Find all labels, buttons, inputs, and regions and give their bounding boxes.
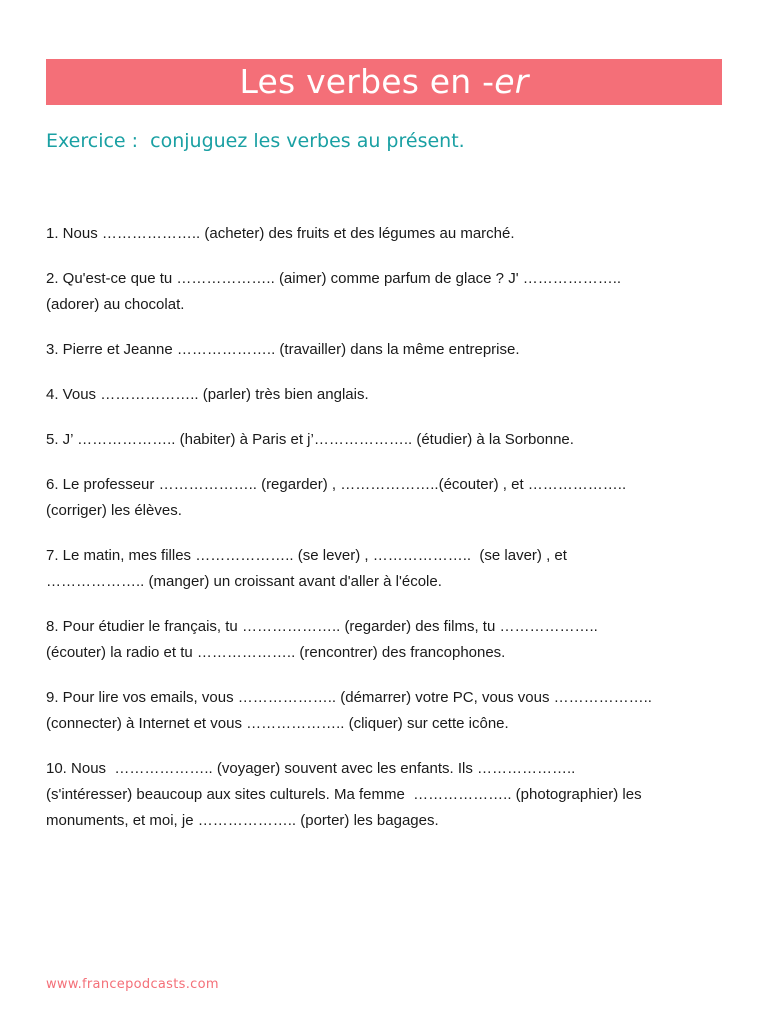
exercise-item (46, 756, 726, 834)
exercise-item (46, 382, 726, 408)
exercise-item (46, 427, 726, 453)
exercise-line: 2. Qu'est-ce que tu ……………….. (aimer) comme parfum de glace ? J' ……………….. (46, 270, 622, 287)
exercise-line: 7. Le matin, mes filles ……………….. (se lever) , ……………….. (se laver) , et (46, 547, 567, 564)
exercise-line: ……………….. (manger) un croissant avant d'aller à l'école. (46, 573, 442, 590)
exercise-line: (connecter) à Internet et vous ……………….. (cliquer) sur cette icône. (46, 715, 509, 732)
exercise-line: 3. Pierre et Jeanne ……………….. (travailler) dans la même entreprise. (46, 341, 520, 358)
exercise-list (46, 221, 726, 853)
exercise-line: 1. Nous ……………….. (acheter) des fruits et des légumes au marché. (46, 225, 515, 242)
exercise-item (46, 337, 726, 363)
exercise-item (46, 685, 726, 737)
exercise-line: 9. Pour lire vos emails, vous ……………….. (démarrer) votre PC, vous vous ……………….. (46, 689, 652, 706)
exercise-item (46, 266, 726, 318)
exercise-item (46, 543, 726, 595)
exercise-line: (s'intéresser) beaucoup aux sites culturels. Ma femme ……………….. (photographier) les (46, 786, 642, 803)
exercise-item (46, 614, 726, 666)
exercise-item (46, 221, 726, 247)
exercise-line: 6. Le professeur ……………….. (regarder) , ………………..(écouter) , et ……………….. (46, 476, 627, 493)
exercise-line: 8. Pour étudier le français, tu ……………….. (regarder) des films, tu ……………….. (46, 618, 598, 635)
exercise-line: (adorer) au chocolat. (46, 296, 185, 313)
title-italic: er (494, 62, 529, 101)
page-title (239, 59, 528, 105)
exercise-line: 10. Nous ……………….. (voyager) souvent avec les enfants. Ils ……………….. (46, 760, 576, 777)
exercise-item (46, 472, 726, 524)
footer-website-link[interactable]: www.francepodcasts.com (46, 977, 219, 992)
exercise-line: (écouter) la radio et tu ……………….. (rencontrer) des francophones. (46, 644, 506, 661)
title-main: Les verbes en - (239, 62, 495, 101)
exercise-line: (corriger) les élèves. (46, 502, 182, 519)
exercise-line: 5. J’ ……………….. (habiter) à Paris et j’……………….. (étudier) à la Sorbonne. (46, 431, 574, 448)
exercise-instruction: Exercice : conjuguez les verbes au présent. (46, 130, 465, 152)
exercise-line: 4. Vous ……………….. (parler) très bien anglais. (46, 386, 369, 403)
exercise-line: monuments, et moi, je ……………….. (porter) les bagages. (46, 812, 439, 829)
title-banner (46, 59, 722, 105)
